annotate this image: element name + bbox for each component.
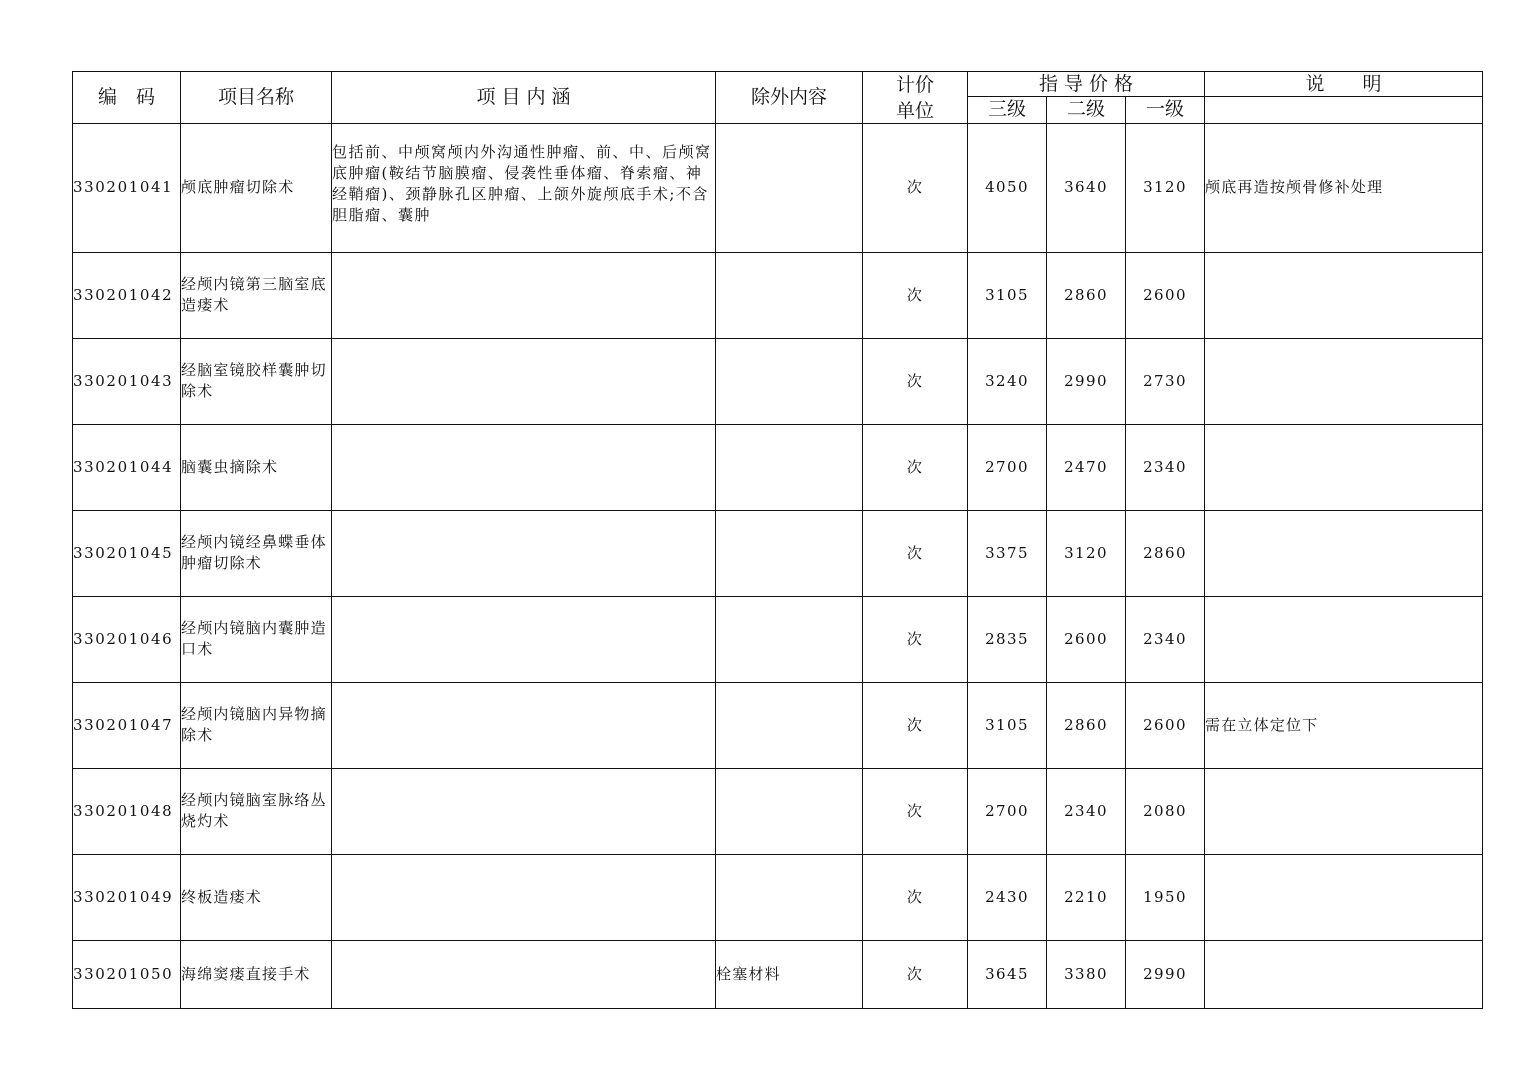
cell-code: 330201042 [73, 252, 181, 338]
cell-note [1205, 596, 1483, 682]
header-price-group: 指 导 价 格 [968, 72, 1205, 97]
cell-price-level3: 2700 [968, 768, 1047, 854]
table-row [73, 338, 1483, 424]
cell-price-level1: 3120 [1126, 123, 1205, 252]
header-note: 说 明 [1205, 72, 1483, 97]
cell-name: 经颅内镜经鼻蝶垂体肿瘤切除术 [181, 510, 332, 596]
cell-note: 需在立体定位下 [1205, 682, 1483, 768]
cell-exclude [716, 424, 863, 510]
cell-content [332, 252, 716, 338]
cell-note [1205, 940, 1483, 1008]
table-row [73, 854, 1483, 940]
table-row [73, 682, 1483, 768]
cell-name: 经颅内镜脑内囊肿造口术 [181, 596, 332, 682]
cell-unit: 次 [863, 854, 968, 940]
cell-price-level2: 2600 [1047, 596, 1126, 682]
cell-exclude [716, 510, 863, 596]
cell-price-level2: 3640 [1047, 123, 1126, 252]
header-exclude: 除外内容 [716, 72, 863, 124]
cell-price-level2: 3120 [1047, 510, 1126, 596]
cell-code: 330201047 [73, 682, 181, 768]
cell-price-level2: 2860 [1047, 252, 1126, 338]
cell-note [1205, 768, 1483, 854]
cell-price-level1: 2990 [1126, 940, 1205, 1008]
cell-content-text: 包括前、中颅窝颅内外沟通性肿瘤、前、中、后颅窝底肿瘤(鞍结节脑膜瘤、侵袭性垂体瘤、脊索瘤、神经鞘瘤)、颈静脉孔区肿瘤、上颌外旋颅底手术;不含胆脂瘤、囊肿 [332, 142, 712, 224]
cell-price-level3: 3375 [968, 510, 1047, 596]
cell-price-level1: 2730 [1126, 338, 1205, 424]
table-row [73, 252, 1483, 338]
header-unit-line2: 单位 [895, 99, 934, 122]
cell-code: 330201045 [73, 510, 181, 596]
cell-price-level1: 2860 [1126, 510, 1205, 596]
cell-name: 经颅内镜脑内异物摘除术 [181, 682, 332, 768]
cell-price-level3: 2835 [968, 596, 1047, 682]
cell-price-level1: 2600 [1126, 252, 1205, 338]
header-level3: 三级 [968, 97, 1047, 123]
cell-content [332, 940, 716, 1008]
cell-exclude [716, 338, 863, 424]
cell-price-level2: 2340 [1047, 768, 1126, 854]
cell-code: 330201043 [73, 338, 181, 424]
table-row [73, 940, 1483, 1008]
cell-note [1205, 424, 1483, 510]
cell-name: 海绵窦瘘直接手术 [181, 940, 332, 1008]
header-level1: 一级 [1126, 97, 1205, 123]
cell-content [332, 768, 716, 854]
cell-exclude [716, 854, 863, 940]
cell-price-level3: 3105 [968, 252, 1047, 338]
cell-name: 脑囊虫摘除术 [181, 424, 332, 510]
cell-exclude [716, 252, 863, 338]
cell-price-level2: 2860 [1047, 682, 1126, 768]
cell-note [1205, 510, 1483, 596]
cell-content [332, 123, 716, 252]
cell-name: 经颅内镜第三脑室底造瘘术 [181, 252, 332, 338]
cell-code: 330201041 [73, 123, 181, 252]
cell-name: 经颅内镜脑室脉络丛烧灼术 [181, 768, 332, 854]
cell-code: 330201050 [73, 940, 181, 1008]
cell-exclude [716, 682, 863, 768]
cell-price-level1: 2340 [1126, 424, 1205, 510]
cell-content [332, 854, 716, 940]
cell-content [332, 596, 716, 682]
cell-name: 颅底肿瘤切除术 [181, 123, 332, 252]
cell-code: 330201044 [73, 424, 181, 510]
cell-unit: 次 [863, 510, 968, 596]
cell-price-level1: 2340 [1126, 596, 1205, 682]
cell-note: 颅底再造按颅骨修补处理 [1205, 123, 1483, 252]
cell-name: 终板造瘘术 [181, 854, 332, 940]
table-row [73, 510, 1483, 596]
cell-price-level3: 3240 [968, 338, 1047, 424]
cell-unit: 次 [863, 682, 968, 768]
cell-content [332, 338, 716, 424]
header-note-blank [1205, 97, 1483, 123]
cell-name: 经脑室镜胶样囊肿切除术 [181, 338, 332, 424]
cell-exclude: 栓塞材料 [716, 940, 863, 1008]
cell-note [1205, 252, 1483, 338]
cell-price-level2: 3380 [1047, 940, 1126, 1008]
cell-content [332, 682, 716, 768]
cell-unit: 次 [863, 940, 968, 1008]
header-level2: 二级 [1047, 97, 1126, 123]
table-row [73, 596, 1483, 682]
table-row [73, 768, 1483, 854]
cell-price-level3: 2430 [968, 854, 1047, 940]
cell-price-level3: 4050 [968, 123, 1047, 252]
cell-price-level2: 2470 [1047, 424, 1126, 510]
header-code: 编 码 [73, 72, 181, 124]
header-content: 项 目 内 涵 [332, 72, 716, 124]
cell-price-level3: 3645 [968, 940, 1047, 1008]
cell-price-level2: 2210 [1047, 854, 1126, 940]
cell-code: 330201049 [73, 854, 181, 940]
cell-exclude [716, 123, 863, 252]
cell-code: 330201046 [73, 596, 181, 682]
cell-price-level2: 2990 [1047, 338, 1126, 424]
header-name: 项目名称 [181, 72, 332, 124]
cell-unit: 次 [863, 768, 968, 854]
cell-exclude [716, 596, 863, 682]
cell-unit: 次 [863, 424, 968, 510]
cell-unit: 次 [863, 596, 968, 682]
table-row [73, 424, 1483, 510]
cell-price-level3: 2700 [968, 424, 1047, 510]
cell-price-level1: 1950 [1126, 854, 1205, 940]
cell-price-level3: 3105 [968, 682, 1047, 768]
header-unit [863, 72, 968, 124]
price-table [72, 71, 1483, 1009]
header-unit-line1: 计价 [895, 74, 934, 96]
cell-exclude [716, 768, 863, 854]
cell-code: 330201048 [73, 768, 181, 854]
cell-price-level1: 2080 [1126, 768, 1205, 854]
cell-content [332, 510, 716, 596]
cell-price-level1: 2600 [1126, 682, 1205, 768]
cell-note [1205, 338, 1483, 424]
cell-unit: 次 [863, 123, 968, 252]
cell-note [1205, 854, 1483, 940]
cell-content [332, 424, 716, 510]
cell-unit: 次 [863, 252, 968, 338]
table-row [73, 123, 1483, 252]
cell-unit: 次 [863, 338, 968, 424]
